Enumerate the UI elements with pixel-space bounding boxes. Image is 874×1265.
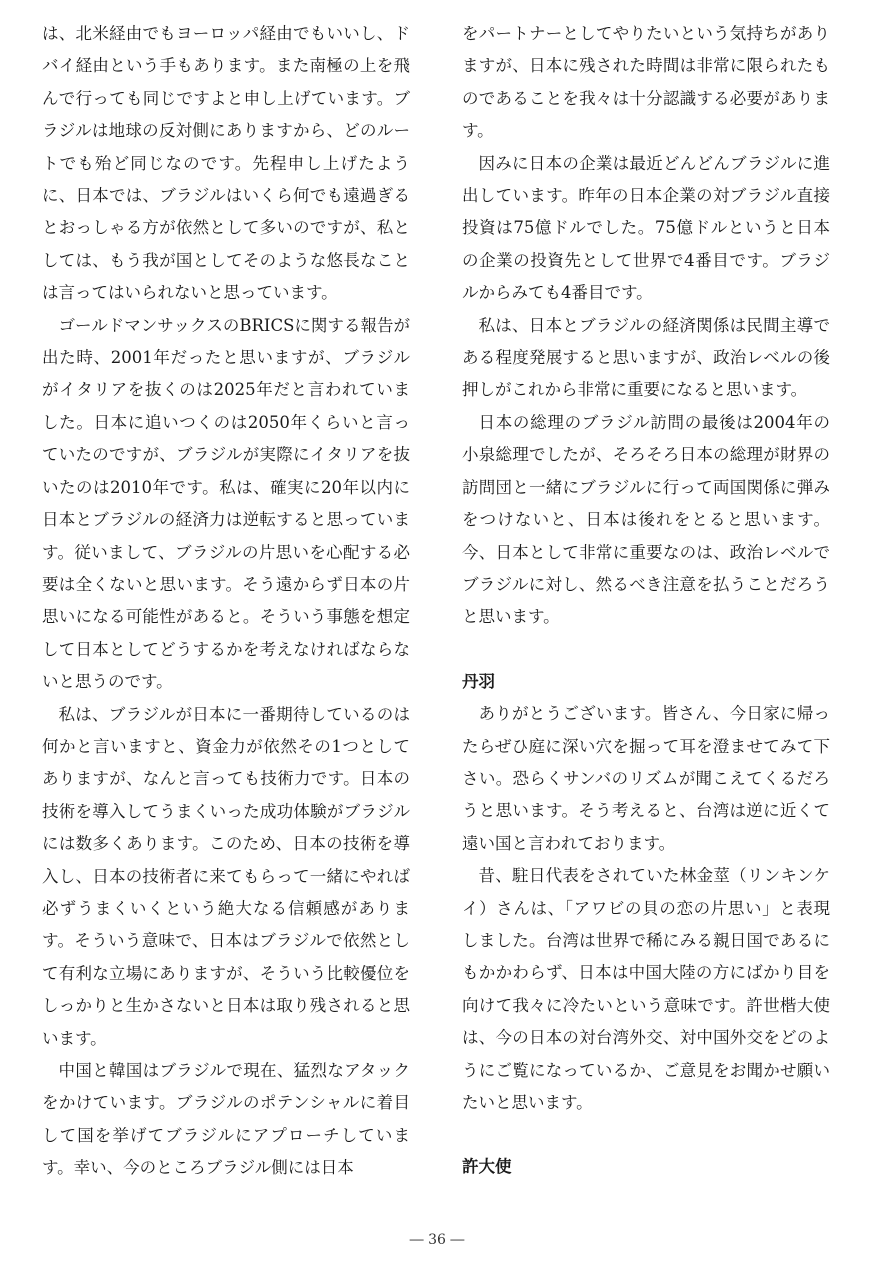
paragraph: ゴールドマンサックスのBRICSに関する報告が出た時、2001年だったと思いますが、ブラジルがイタリアを抜くのは2025年だと言われていました。日本に追いつくのは2050年くらいと言っていたのですが、ブラジルが実際にイタリアを抜いたのは2010年です。私は、確実に20年以内に日本とブラジルの経済力は逆転すると思っています。従いまして、ブラジルの片思いを心配する必要は全くないと思います。そう遠からず日本の片思いになる可能性があると。そういう事態を想定して日本としてどうするかを考えなければならないと思うのです。 — [42, 315, 410, 692]
paragraph: 私は、日本とブラジルの経済関係は民間主導である程度発展すると思いますが、政治レベルの後押しがこれから非常に重要になると思います。 — [462, 315, 830, 400]
paragraph: 中国と韓国はブラジルで現在、猛烈なアタックをかけています。ブラジルのポテンシャルに着目して国を挙げてブラジルにアプローチしています。幸い、今のところブラジル側には日本 — [42, 1061, 410, 1178]
right-column — [462, 18, 830, 1184]
speaker-name: 丹羽 — [462, 671, 495, 691]
paragraph: ありがとうございます。皆さん、今日家に帰ったらぜひ庭に深い穴を掘って耳を澄ませてみて下さい。恐らくサンバのリズムが聞こえてくるだろうと思います。そう考えると、台湾は逆に近くて遠い国と言われております。 — [462, 704, 830, 853]
left-column — [42, 18, 410, 1185]
paragraph: をパートナーとしてやりたいという気持ちがありますが、日本に残された時間は非常に限られたものであることを我々は十分認識する必要があります。 — [462, 24, 831, 141]
section-spacer — [462, 1119, 830, 1151]
speaker-name: 許大使 — [462, 1157, 512, 1177]
page-number: ― 36 ― — [409, 1232, 465, 1248]
paragraph: 私は、ブラジルが日本に一番期待しているのは何かと言いますと、資金力が依然その1つとしてありますが、なんと言っても技術力です。日本の技術を導入してうまくいった成功体験がブラジルには数多くあります。このため、日本の技術を導入し、日本の技術者に来てもらって一緒にやれば必ずうまくいくという絶大なる信頼感があります。そういう意味で、日本はブラジルで依然として有利な立場にありますが、そういう比較優位をしっかりと生かさないと日本は取り残されると思います。 — [42, 704, 410, 1048]
paragraph: 因みに日本の企業は最近どんどんブラジルに進出しています。昨年の日本企業の対ブラジル直接投資は75億ドルでした。75億ドルというと日本の企業の投資先として世界で4番目です。ブラジルからみても4番目です。 — [462, 153, 830, 303]
paragraph: は、北米経由でもヨーロッパ経由でもいいし、ドバイ経由という手もあります。また南極の上を飛んで行っても同じですよと申し上げています。ブラジルは地球の反対側にありますから、どのルートでも殆ど同じなのです。先程申し上げたように、日本では、ブラジルはいくら何でも遠過ぎるとおっしゃる方が依然として多いのですが、私としては、もう我が国としてそのような悠長なことは言ってはいられないと思っています。 — [42, 24, 410, 303]
paragraph: 日本の総理のブラジル訪問の最後は2004年の小泉総理でしたが、そろそろ日本の総理が財界の訪問団と一緒にブラジルに行って両国関係に弾みをつけないと、日本は後れをとると思います。今、日本として非常に重要なのは、政治レベルでブラジルに対し、然るべき注意を払うことだろうと思います。 — [462, 412, 830, 627]
section-spacer — [462, 634, 830, 666]
paragraph: 昔、駐日代表をされていた林金莖（リンキンケイ）さんは、「アワビの貝の恋の片思い」と表現しました。台湾は世界で稀にみる親日国であるにもかかわらず、日本は中国大陸の方にばかり目を向けて我々に冷たいという意味です。許世楷大使は、今の日本の対台湾外交、対中国外交をどのようにご覧になっているか、ご意見をお聞かせ願いたいと思います。 — [462, 866, 831, 1112]
